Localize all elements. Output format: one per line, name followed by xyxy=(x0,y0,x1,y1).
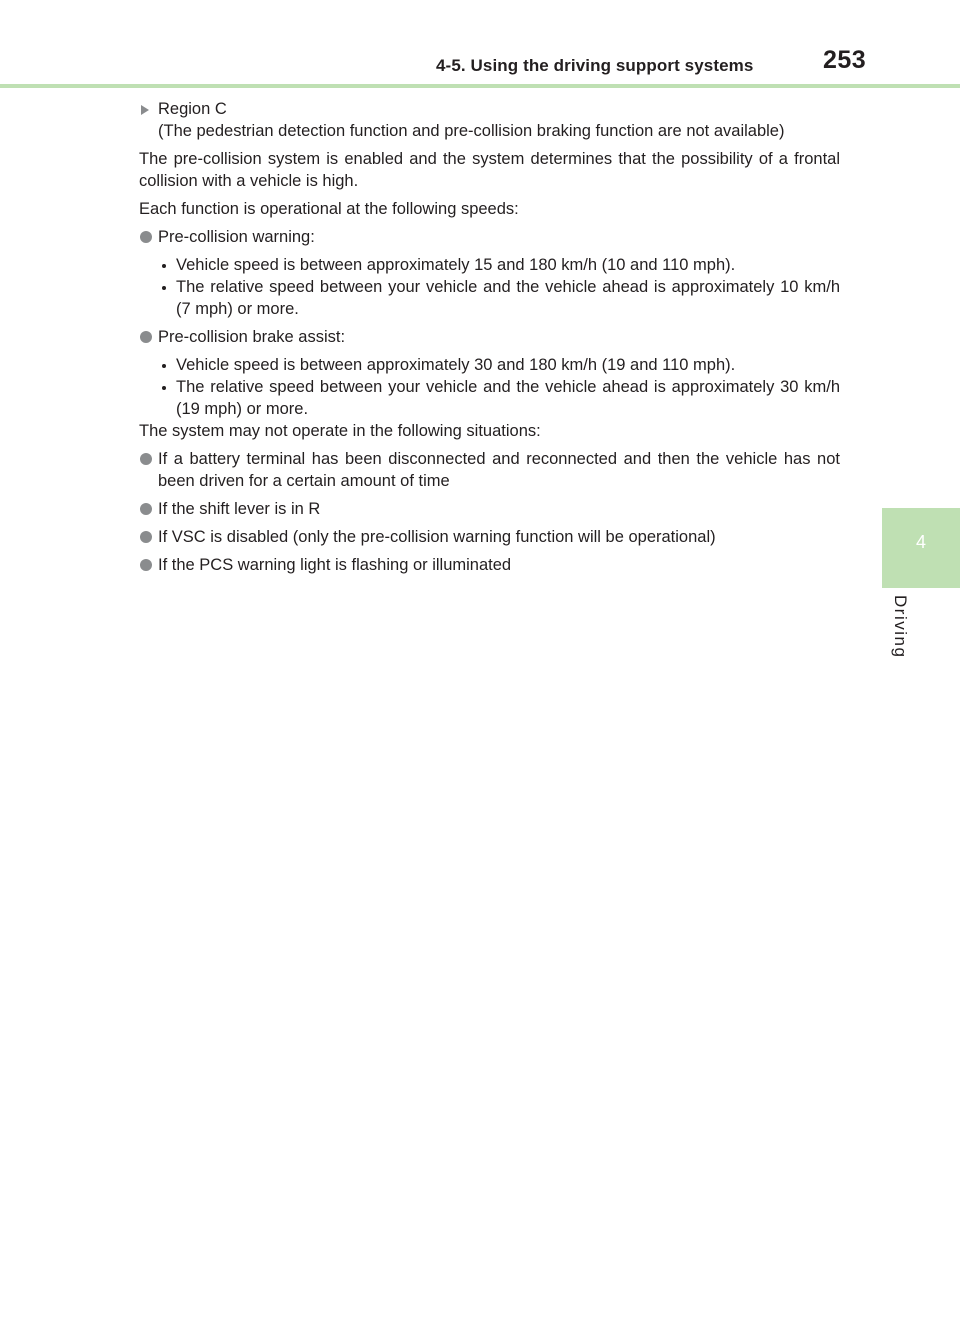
sub-list xyxy=(158,354,840,420)
bullet-dot-icon xyxy=(162,264,166,268)
arrow-right-icon xyxy=(141,105,149,115)
list-item-text: If the shift lever is in R xyxy=(158,500,321,518)
sub-list-item xyxy=(158,276,840,320)
list-item xyxy=(139,526,840,548)
list-item xyxy=(139,226,840,248)
list-item xyxy=(139,498,840,520)
sub-list-item xyxy=(158,354,840,376)
bullet-circle-icon xyxy=(140,231,152,243)
bullet-circle-icon xyxy=(140,559,152,571)
region-block xyxy=(139,98,840,142)
sub-list xyxy=(158,254,840,320)
paragraph-enabled: The pre-collision system is enabled and the system determines that the possibility of a frontal collision with a vehicle is high. xyxy=(139,150,840,190)
list-item-text: If a battery terminal has been disconnected and reconnected and then the vehicle has not been driven for a certain amount of time xyxy=(158,450,840,490)
list-item-title: Pre-collision brake assist: xyxy=(158,328,346,346)
bullet-dot-icon xyxy=(162,286,166,290)
sub-list-item-text: Vehicle speed is between approximately 30 and 180 km/h (19 and 110 mph). xyxy=(176,356,736,374)
chapter-tab[interactable] xyxy=(882,508,960,588)
list-item-text: If the PCS warning light is flashing or illuminated xyxy=(158,556,512,574)
paragraph-speeds: Each function is operational at the following speeds: xyxy=(139,200,519,218)
list-item-title: Pre-collision warning: xyxy=(158,228,315,246)
bullet-circle-icon xyxy=(140,531,152,543)
header-divider xyxy=(0,84,960,88)
bullet-dot-icon xyxy=(162,364,166,368)
sub-list-item xyxy=(158,376,840,420)
bullet-circle-icon xyxy=(140,331,152,343)
region-title: Region C xyxy=(158,100,227,118)
paragraph-not-operate: The system may not operate in the following situations: xyxy=(139,422,541,440)
list-item xyxy=(139,554,840,576)
sub-list-item xyxy=(158,254,840,276)
list-item xyxy=(139,326,840,348)
bullet-circle-icon xyxy=(140,503,152,515)
sub-list-item-text: The relative speed between your vehicle and the vehicle ahead is approximately 30 km/h (19 mph) or more. xyxy=(176,378,840,418)
chapter-number: 4 xyxy=(915,532,926,552)
page-number: 253 xyxy=(823,46,867,74)
region-note: (The pedestrian detection function and pre-collision braking function are not available) xyxy=(158,122,785,140)
section-title: 4-5. Using the driving support systems xyxy=(436,56,754,75)
list-item-text: If VSC is disabled (only the pre-collision warning function will be operational) xyxy=(158,528,716,546)
chapter-label: Driving xyxy=(891,595,910,659)
bullet-circle-icon xyxy=(140,453,152,465)
sub-list-item-text: The relative speed between your vehicle and the vehicle ahead is approximately 10 km/h (7 mph) or more. xyxy=(176,278,840,318)
list-item xyxy=(139,448,840,492)
page-content xyxy=(139,98,840,576)
sub-list-item-text: Vehicle speed is between approximately 15 and 180 km/h (10 and 110 mph). xyxy=(176,256,736,274)
bullet-dot-icon xyxy=(162,386,166,390)
